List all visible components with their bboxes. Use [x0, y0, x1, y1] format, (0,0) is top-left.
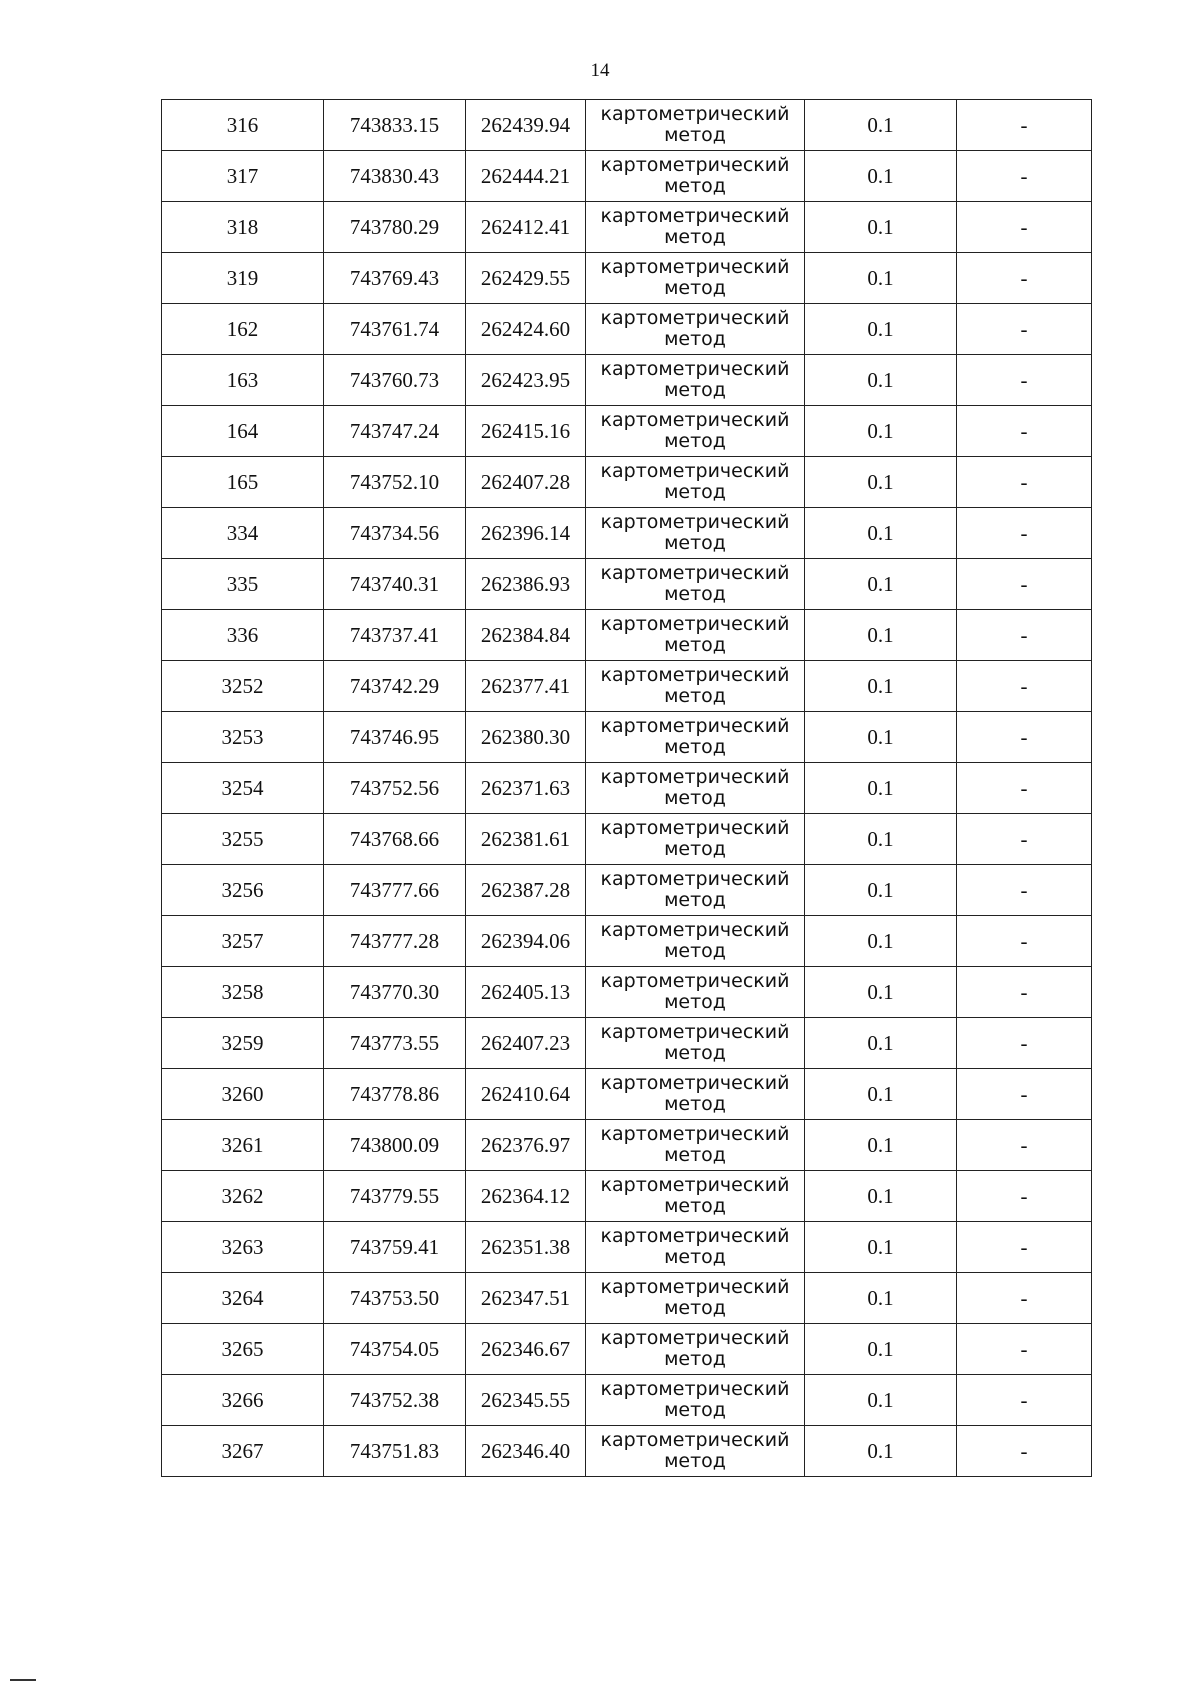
- x-coordinate-cell: 743773.55: [324, 1018, 466, 1069]
- method-cell: [586, 1171, 805, 1222]
- method-line-2: метод: [664, 175, 726, 197]
- method-line-2: метод: [664, 379, 726, 401]
- table-row: [162, 1273, 1092, 1324]
- note-cell: -: [957, 202, 1092, 253]
- note-cell: -: [957, 967, 1092, 1018]
- accuracy-cell: 0.1: [805, 1375, 957, 1426]
- method-line-2: метод: [664, 1348, 726, 1370]
- method-line-2: метод: [664, 634, 726, 656]
- point-number-cell: 3258: [162, 967, 324, 1018]
- accuracy-cell: 0.1: [805, 1120, 957, 1171]
- point-number-cell: 3257: [162, 916, 324, 967]
- y-coordinate-cell: 262444.21: [466, 151, 586, 202]
- method-line-1: картометрический: [600, 715, 790, 737]
- x-coordinate-cell: 743777.28: [324, 916, 466, 967]
- point-number-cell: 3263: [162, 1222, 324, 1273]
- method-line-2: метод: [664, 1450, 726, 1472]
- y-coordinate-cell: 262412.41: [466, 202, 586, 253]
- accuracy-cell: 0.1: [805, 151, 957, 202]
- y-coordinate-cell: 262380.30: [466, 712, 586, 763]
- coordinates-table: [161, 99, 1092, 1477]
- note-cell: -: [957, 763, 1092, 814]
- y-coordinate-cell: 262377.41: [466, 661, 586, 712]
- note-cell: -: [957, 1018, 1092, 1069]
- x-coordinate-cell: 743752.38: [324, 1375, 466, 1426]
- point-number-cell: 3255: [162, 814, 324, 865]
- x-coordinate-cell: 743760.73: [324, 355, 466, 406]
- y-coordinate-cell: 262429.55: [466, 253, 586, 304]
- method-line-1: картометрический: [600, 1327, 790, 1349]
- accuracy-cell: 0.1: [805, 355, 957, 406]
- method-line-2: метод: [664, 226, 726, 248]
- x-coordinate-cell: 743734.56: [324, 508, 466, 559]
- accuracy-cell: 0.1: [805, 1273, 957, 1324]
- table-row: [162, 457, 1092, 508]
- y-coordinate-cell: 262384.84: [466, 610, 586, 661]
- method-cell: [586, 1120, 805, 1171]
- accuracy-cell: 0.1: [805, 1222, 957, 1273]
- note-cell: -: [957, 1069, 1092, 1120]
- method-cell: [586, 661, 805, 712]
- method-line-1: картометрический: [600, 613, 790, 635]
- method-line-2: метод: [664, 1195, 726, 1217]
- method-line-2: метод: [664, 328, 726, 350]
- method-line-2: метод: [664, 430, 726, 452]
- accuracy-cell: 0.1: [805, 865, 957, 916]
- point-number-cell: 3256: [162, 865, 324, 916]
- table-row: [162, 253, 1092, 304]
- y-coordinate-cell: 262415.16: [466, 406, 586, 457]
- method-line-1: картометрический: [600, 460, 790, 482]
- x-coordinate-cell: 743777.66: [324, 865, 466, 916]
- table-row: [162, 1324, 1092, 1375]
- note-cell: -: [957, 457, 1092, 508]
- table-row: [162, 1171, 1092, 1222]
- method-line-2: метод: [664, 1246, 726, 1268]
- method-line-1: картометрический: [600, 817, 790, 839]
- point-number-cell: 3260: [162, 1069, 324, 1120]
- accuracy-cell: 0.1: [805, 712, 957, 763]
- note-cell: -: [957, 1171, 1092, 1222]
- method-line-1: картометрический: [600, 1072, 790, 1094]
- point-number-cell: 3254: [162, 763, 324, 814]
- x-coordinate-cell: 743779.55: [324, 1171, 466, 1222]
- method-line-2: метод: [664, 940, 726, 962]
- accuracy-cell: 0.1: [805, 100, 957, 151]
- method-line-1: картометрический: [600, 1225, 790, 1247]
- scan-mark: [10, 1679, 36, 1681]
- y-coordinate-cell: 262345.55: [466, 1375, 586, 1426]
- accuracy-cell: 0.1: [805, 1426, 957, 1477]
- method-line-1: картометрический: [600, 409, 790, 431]
- table-row: [162, 355, 1092, 406]
- accuracy-cell: 0.1: [805, 253, 957, 304]
- x-coordinate-cell: 743752.10: [324, 457, 466, 508]
- table-row: [162, 916, 1092, 967]
- x-coordinate-cell: 743751.83: [324, 1426, 466, 1477]
- x-coordinate-cell: 743778.86: [324, 1069, 466, 1120]
- table-row: [162, 1120, 1092, 1171]
- method-line-2: метод: [664, 889, 726, 911]
- method-cell: [586, 712, 805, 763]
- y-coordinate-cell: 262407.28: [466, 457, 586, 508]
- table-row: [162, 661, 1092, 712]
- point-number-cell: 334: [162, 508, 324, 559]
- method-cell: [586, 1324, 805, 1375]
- x-coordinate-cell: 743759.41: [324, 1222, 466, 1273]
- y-coordinate-cell: 262346.40: [466, 1426, 586, 1477]
- note-cell: -: [957, 406, 1092, 457]
- x-coordinate-cell: 743752.56: [324, 763, 466, 814]
- note-cell: -: [957, 508, 1092, 559]
- y-coordinate-cell: 262407.23: [466, 1018, 586, 1069]
- point-number-cell: 3266: [162, 1375, 324, 1426]
- method-line-2: метод: [664, 1093, 726, 1115]
- point-number-cell: 164: [162, 406, 324, 457]
- table-row: [162, 814, 1092, 865]
- x-coordinate-cell: 743740.31: [324, 559, 466, 610]
- y-coordinate-cell: 262381.61: [466, 814, 586, 865]
- method-cell: [586, 457, 805, 508]
- method-cell: [586, 202, 805, 253]
- point-number-cell: 316: [162, 100, 324, 151]
- method-cell: [586, 1273, 805, 1324]
- method-cell: [586, 916, 805, 967]
- method-line-1: картометрический: [600, 256, 790, 278]
- method-line-2: метод: [664, 481, 726, 503]
- method-line-2: метод: [664, 991, 726, 1013]
- x-coordinate-cell: 743800.09: [324, 1120, 466, 1171]
- table-row: [162, 1375, 1092, 1426]
- page-number: 14: [590, 60, 610, 81]
- y-coordinate-cell: 262371.63: [466, 763, 586, 814]
- table-row: [162, 763, 1092, 814]
- note-cell: -: [957, 151, 1092, 202]
- note-cell: -: [957, 1222, 1092, 1273]
- y-coordinate-cell: 262410.64: [466, 1069, 586, 1120]
- method-line-2: метод: [664, 787, 726, 809]
- method-line-1: картометрический: [600, 664, 790, 686]
- x-coordinate-cell: 743780.29: [324, 202, 466, 253]
- point-number-cell: 3267: [162, 1426, 324, 1477]
- method-line-1: картометрический: [600, 154, 790, 176]
- note-cell: -: [957, 253, 1092, 304]
- accuracy-cell: 0.1: [805, 1171, 957, 1222]
- accuracy-cell: 0.1: [805, 508, 957, 559]
- accuracy-cell: 0.1: [805, 610, 957, 661]
- method-line-2: метод: [664, 532, 726, 554]
- note-cell: -: [957, 1324, 1092, 1375]
- method-line-1: картометрический: [600, 511, 790, 533]
- table-row: [162, 304, 1092, 355]
- note-cell: -: [957, 1375, 1092, 1426]
- method-line-1: картометрический: [600, 1276, 790, 1298]
- method-cell: [586, 1222, 805, 1273]
- y-coordinate-cell: 262394.06: [466, 916, 586, 967]
- y-coordinate-cell: 262423.95: [466, 355, 586, 406]
- point-number-cell: 318: [162, 202, 324, 253]
- table-row: [162, 508, 1092, 559]
- accuracy-cell: 0.1: [805, 1069, 957, 1120]
- accuracy-cell: 0.1: [805, 763, 957, 814]
- note-cell: -: [957, 559, 1092, 610]
- accuracy-cell: 0.1: [805, 1324, 957, 1375]
- method-cell: [586, 1069, 805, 1120]
- x-coordinate-cell: 743753.50: [324, 1273, 466, 1324]
- y-coordinate-cell: 262364.12: [466, 1171, 586, 1222]
- method-line-1: картометрический: [600, 1429, 790, 1451]
- method-line-2: метод: [664, 1297, 726, 1319]
- method-cell: [586, 814, 805, 865]
- method-cell: [586, 1018, 805, 1069]
- point-number-cell: 3259: [162, 1018, 324, 1069]
- table-row: [162, 610, 1092, 661]
- accuracy-cell: 0.1: [805, 202, 957, 253]
- note-cell: -: [957, 865, 1092, 916]
- method-cell: [586, 508, 805, 559]
- x-coordinate-cell: 743830.43: [324, 151, 466, 202]
- x-coordinate-cell: 743761.74: [324, 304, 466, 355]
- method-line-1: картометрический: [600, 1021, 790, 1043]
- accuracy-cell: 0.1: [805, 814, 957, 865]
- method-line-1: картометрический: [600, 970, 790, 992]
- y-coordinate-cell: 262351.38: [466, 1222, 586, 1273]
- method-cell: [586, 1426, 805, 1477]
- point-number-cell: 317: [162, 151, 324, 202]
- method-cell: [586, 559, 805, 610]
- method-cell: [586, 610, 805, 661]
- table-row: [162, 1069, 1092, 1120]
- method-line-2: метод: [664, 838, 726, 860]
- method-line-2: метод: [664, 685, 726, 707]
- point-number-cell: 3261: [162, 1120, 324, 1171]
- note-cell: -: [957, 712, 1092, 763]
- y-coordinate-cell: 262387.28: [466, 865, 586, 916]
- method-cell: [586, 151, 805, 202]
- method-line-1: картометрический: [600, 103, 790, 125]
- point-number-cell: 336: [162, 610, 324, 661]
- method-line-2: метод: [664, 583, 726, 605]
- table-row: [162, 559, 1092, 610]
- y-coordinate-cell: 262396.14: [466, 508, 586, 559]
- note-cell: -: [957, 355, 1092, 406]
- y-coordinate-cell: 262386.93: [466, 559, 586, 610]
- method-line-2: метод: [664, 124, 726, 146]
- method-line-1: картометрический: [600, 766, 790, 788]
- point-number-cell: 319: [162, 253, 324, 304]
- table-row: [162, 151, 1092, 202]
- table-row: [162, 100, 1092, 151]
- method-line-1: картометрический: [600, 1378, 790, 1400]
- accuracy-cell: 0.1: [805, 559, 957, 610]
- y-coordinate-cell: 262405.13: [466, 967, 586, 1018]
- method-cell: [586, 763, 805, 814]
- method-cell: [586, 355, 805, 406]
- y-coordinate-cell: 262376.97: [466, 1120, 586, 1171]
- accuracy-cell: 0.1: [805, 916, 957, 967]
- method-cell: [586, 967, 805, 1018]
- table-row: [162, 712, 1092, 763]
- y-coordinate-cell: 262346.67: [466, 1324, 586, 1375]
- table-row: [162, 1222, 1092, 1273]
- point-number-cell: 3262: [162, 1171, 324, 1222]
- accuracy-cell: 0.1: [805, 304, 957, 355]
- x-coordinate-cell: 743742.29: [324, 661, 466, 712]
- note-cell: -: [957, 1120, 1092, 1171]
- point-number-cell: 3253: [162, 712, 324, 763]
- table-row: [162, 406, 1092, 457]
- x-coordinate-cell: 743747.24: [324, 406, 466, 457]
- note-cell: -: [957, 814, 1092, 865]
- x-coordinate-cell: 743737.41: [324, 610, 466, 661]
- note-cell: -: [957, 1426, 1092, 1477]
- note-cell: -: [957, 100, 1092, 151]
- accuracy-cell: 0.1: [805, 1018, 957, 1069]
- x-coordinate-cell: 743769.43: [324, 253, 466, 304]
- method-line-1: картометрический: [600, 307, 790, 329]
- point-number-cell: 3252: [162, 661, 324, 712]
- method-line-1: картометрический: [600, 919, 790, 941]
- method-line-2: метод: [664, 277, 726, 299]
- point-number-cell: 162: [162, 304, 324, 355]
- accuracy-cell: 0.1: [805, 457, 957, 508]
- y-coordinate-cell: 262347.51: [466, 1273, 586, 1324]
- note-cell: -: [957, 610, 1092, 661]
- point-number-cell: 165: [162, 457, 324, 508]
- point-number-cell: 3264: [162, 1273, 324, 1324]
- point-number-cell: 3265: [162, 1324, 324, 1375]
- method-line-2: метод: [664, 1042, 726, 1064]
- note-cell: -: [957, 916, 1092, 967]
- table-row: [162, 967, 1092, 1018]
- method-cell: [586, 253, 805, 304]
- note-cell: -: [957, 304, 1092, 355]
- method-cell: [586, 865, 805, 916]
- accuracy-cell: 0.1: [805, 406, 957, 457]
- accuracy-cell: 0.1: [805, 967, 957, 1018]
- x-coordinate-cell: 743768.66: [324, 814, 466, 865]
- x-coordinate-cell: 743746.95: [324, 712, 466, 763]
- method-line-1: картометрический: [600, 1123, 790, 1145]
- method-line-1: картометрический: [600, 562, 790, 584]
- note-cell: -: [957, 661, 1092, 712]
- table-row: [162, 202, 1092, 253]
- y-coordinate-cell: 262439.94: [466, 100, 586, 151]
- table-row: [162, 1018, 1092, 1069]
- coordinates-table-body: [162, 100, 1092, 1477]
- method-cell: [586, 1375, 805, 1426]
- point-number-cell: 335: [162, 559, 324, 610]
- note-cell: -: [957, 1273, 1092, 1324]
- method-cell: [586, 406, 805, 457]
- method-line-1: картометрический: [600, 205, 790, 227]
- method-cell: [586, 304, 805, 355]
- x-coordinate-cell: 743833.15: [324, 100, 466, 151]
- table-row: [162, 865, 1092, 916]
- method-line-2: метод: [664, 736, 726, 758]
- point-number-cell: 163: [162, 355, 324, 406]
- method-line-1: картометрический: [600, 358, 790, 380]
- y-coordinate-cell: 262424.60: [466, 304, 586, 355]
- table-row: [162, 1426, 1092, 1477]
- method-cell: [586, 100, 805, 151]
- accuracy-cell: 0.1: [805, 661, 957, 712]
- x-coordinate-cell: 743770.30: [324, 967, 466, 1018]
- method-line-2: метод: [664, 1399, 726, 1421]
- method-line-1: картометрический: [600, 868, 790, 890]
- x-coordinate-cell: 743754.05: [324, 1324, 466, 1375]
- method-line-1: картометрический: [600, 1174, 790, 1196]
- method-line-2: метод: [664, 1144, 726, 1166]
